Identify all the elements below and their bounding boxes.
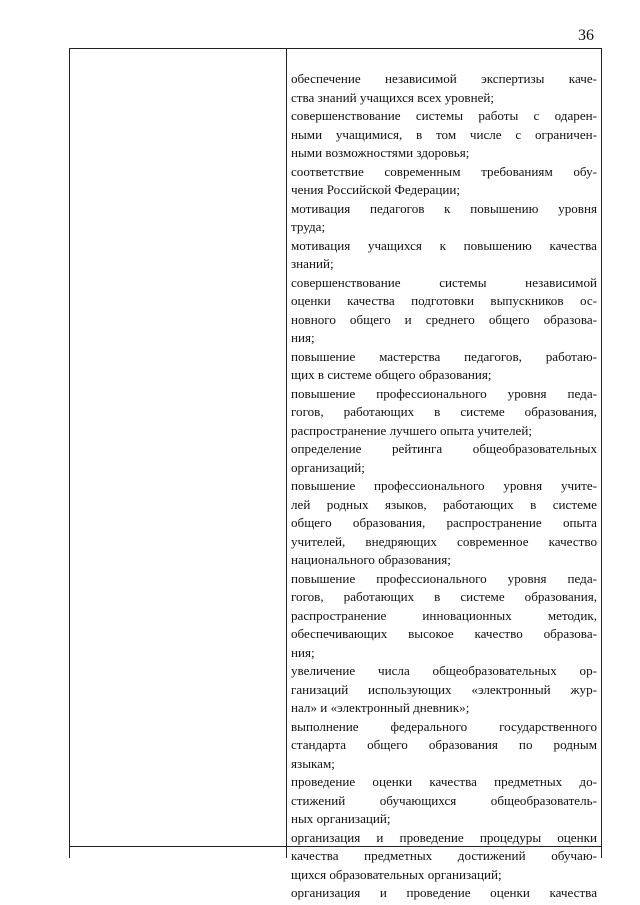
table-cell-left <box>70 49 286 858</box>
text-line: ными возможностями здоровья; <box>291 145 470 160</box>
text-line: повышение профессионального уровня учите- <box>291 478 597 493</box>
text-line: ния; <box>291 644 315 660</box>
text-line: распространение лучшего опыта учителей; <box>291 422 532 438</box>
column-divider <box>286 49 287 858</box>
text-line: организация и проведение процедуры оценки <box>291 829 597 845</box>
text-line: ния; <box>291 330 315 345</box>
text-line: повышение профессионального уровня педа- <box>291 570 597 586</box>
text-line: увеличение числа общеобразовательных ор- <box>291 663 597 678</box>
text-line: чения Российской Федерации; <box>291 182 460 197</box>
row-divider <box>70 846 601 847</box>
text-line: совершенствование системы работы с одарен- <box>291 108 597 123</box>
text-line: ными учащимися, в том числе с ограничен- <box>291 126 597 142</box>
text-line: гогов, работающих в системе образования, <box>291 404 597 419</box>
text-line: выполнение федерального государственного <box>291 718 597 734</box>
table-cell-right <box>291 70 597 903</box>
page-number: 36 <box>578 27 594 44</box>
text-line: определение рейтинга общеобразовательных <box>291 441 597 456</box>
text-line: организация и проведение оценки качества <box>291 885 597 900</box>
text-line: организаций; <box>291 459 365 475</box>
text-line: национального образования; <box>291 552 451 567</box>
text-line: мотивация учащихся к повышению качества <box>291 237 597 253</box>
text-line: обеспечение независимой экспертизы каче- <box>291 71 597 86</box>
text-line: оценки качества подготовки выпускников ос- <box>291 293 597 308</box>
text-line: ства знаний учащихся всех уровней; <box>291 89 495 105</box>
text-line: языкам; <box>291 755 335 771</box>
text-line: повышение профессионального уровня педа- <box>291 385 597 401</box>
text-line: стандарта общего образования по родным <box>291 737 597 752</box>
text-line: труда; <box>291 219 326 234</box>
document-table <box>69 48 602 900</box>
text-line: обеспечивающих высокое качество образова- <box>291 626 597 641</box>
text-line: ных организаций; <box>291 811 391 826</box>
text-line: лей родных языков, работающих в системе <box>291 496 597 512</box>
text-line: соответствие современным требованиям обу- <box>291 163 597 179</box>
text-line: мотивация педагогов к повышению уровня <box>291 200 597 216</box>
text-line: щих в системе общего образования; <box>291 367 492 382</box>
text-line: повышение мастерства педагогов, работаю- <box>291 348 597 364</box>
text-line: качества предметных достижений обучаю- <box>291 848 597 863</box>
text-line: знаний; <box>291 256 334 271</box>
text-line: проведение оценки качества предметных до- <box>291 774 597 789</box>
text-line: щихся образовательных организаций; <box>291 866 502 882</box>
text-line: новного общего и среднего общего образова- <box>291 311 597 327</box>
text-line: совершенствование системы независимой <box>291 274 597 290</box>
text-line: стижений обучающихся общеобразователь- <box>291 792 597 808</box>
text-line: распространение инновационных методик, <box>291 607 597 623</box>
text-line: общего образования, распространение опыта <box>291 515 597 530</box>
text-line: нал» и «электронный дневник»; <box>291 700 470 715</box>
text-line: гогов, работающих в системе образования, <box>291 589 597 604</box>
text-line: ганизаций использующих «электронный жур- <box>291 681 597 697</box>
text-line: учителей, внедряющих современное качество <box>291 533 597 549</box>
